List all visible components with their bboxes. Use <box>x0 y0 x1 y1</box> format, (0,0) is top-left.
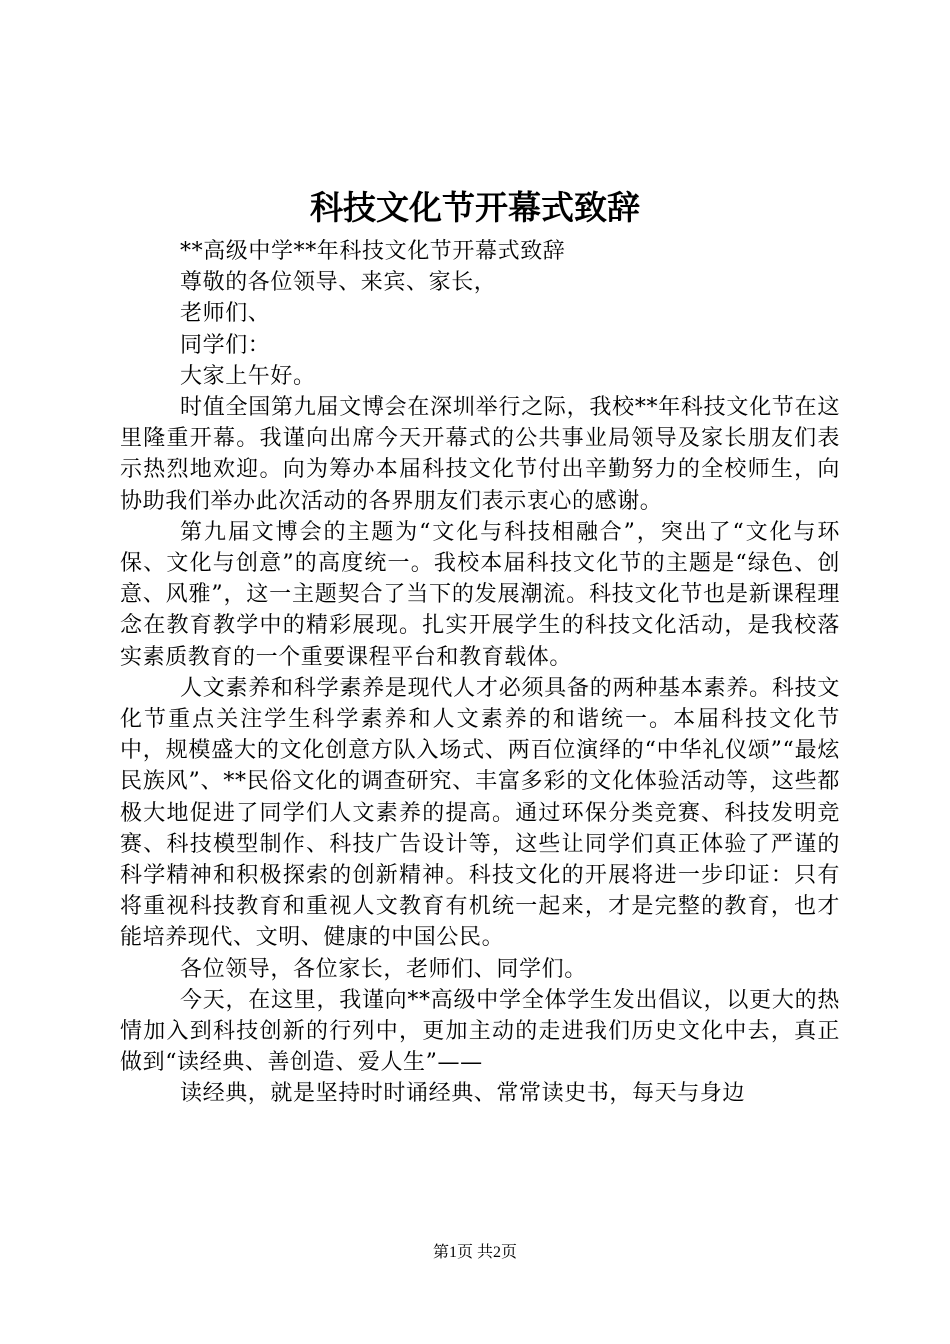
paragraph: 老师们、 <box>180 301 271 327</box>
document-title: 科技文化节开幕式致辞 <box>310 188 640 227</box>
paragraph: 人文素养和科学素养是现代人才必须具备的两种基本素养。科技文化节重点关注学生科学素养和人文素养的和谐统一。本届科技文化节中，规模盛大的文化创意方队入场式、两百位演绎的“中华礼仪颂”“最炫民族风”、**民俗文化的调查研究、丰富多彩的文化体验活动等，这些都极大地促进了同学们人文素养的提高。通过环保分类竞赛、科技发明竞赛、科技模型制作、科技广告设计等，这些让同学们真正体验了严谨的科学精神和积极探索的创新精神。科技文化的开展将进一步印证：只有将重视科技教育和重视人文教育有机统一起来，才是完整的教育，也才能培养现代、文明、健康的中国公民。 <box>120 675 840 951</box>
paragraph: 读经典，就是坚持时时诵经典、常常读史书，每天与身边 <box>180 1081 746 1107</box>
paragraph: 尊敬的各位领导、来宾、家长， <box>180 270 497 296</box>
paragraph: 各位领导，各位家长，老师们、同学们。 <box>180 956 587 982</box>
page-footer: 第1页 共2页 <box>432 1244 517 1261</box>
paragraph: 今天，在这里，我谨向**高级中学全体学生发出倡议，以更大的热情加入到科技创新的行列中，更加主动的走进我们历史文化中去，真正做到“读经典、善创造、爱人生”—— <box>120 987 840 1076</box>
paragraph: **高级中学**年科技文化节开幕式致辞 <box>180 239 566 264</box>
paragraph: 大家上午好。 <box>180 363 316 389</box>
paragraph: 同学们： <box>180 332 271 358</box>
paragraph: 时值全国第九届文博会在深圳举行之际，我校**年科技文化节在这里隆重开幕。我谨向出席今天开幕式的公共事业局领导及家长朋友们表示热烈地欢迎。向为筹办本届科技文化节付出辛勤努力的全校师生，向协助我们举办此次活动的各界朋友们表示衷心的感谢。 <box>120 395 840 514</box>
document-body <box>120 236 840 1110</box>
paragraph: 第九届文博会的主题为“文化与科技相融合”，突出了“文化与环保、文化与创意”的高度统一。我校本届科技文化节的主题是“绿色、创意、风雅”，这一主题契合了当下的发展潮流。科技文化节也是新课程理念在教育教学中的精彩展现。扎实开展学生的科技文化活动，是我校落实素质教育的一个重要课程平台和教育载体。 <box>120 519 840 670</box>
